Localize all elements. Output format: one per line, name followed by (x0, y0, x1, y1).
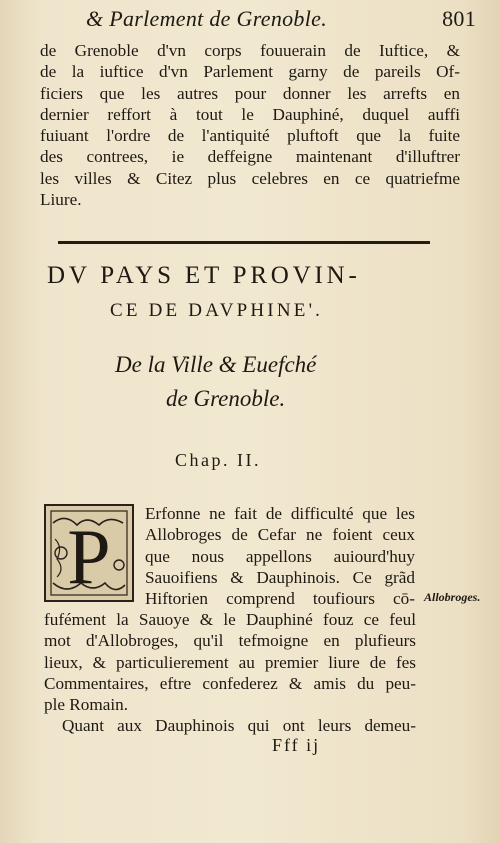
text-line: fufément la Sauoye & le Dauphiné fouz ce feul (44, 610, 416, 629)
section-divider-rule (58, 241, 430, 244)
text-line: Erfonne ne fait de difficulté que les (145, 504, 415, 523)
section-title-line2: CE DE DAVPHINE'. (110, 300, 324, 321)
subtitle-line1: De la Ville & Euefché (115, 352, 317, 377)
body-paragraph-indented (145, 503, 415, 609)
chapter-heading: Chap. II. (175, 450, 261, 470)
text-line: Liure. (40, 190, 82, 210)
text-line: Hiftorien comprend toufiours cō- (145, 589, 415, 609)
text-line: fuiuant l'ordre de l'antiquité pluftoft que la fuite (40, 126, 460, 146)
signature-mark: Fff ij (272, 735, 321, 755)
svg-text:P: P (67, 513, 111, 600)
body-paragraph (44, 609, 416, 737)
margin-note: Allobroges. (424, 590, 481, 604)
text-line: que nous appellons auiourd'huy (145, 546, 415, 566)
page-number: 801 (442, 6, 476, 31)
text-line: dernier reffort à tout le Dauphiné, duquel auffi (40, 104, 460, 124)
top-paragraph (40, 40, 460, 210)
text-line: ficiers que les autres pour donner les arrefts en (40, 83, 460, 103)
text-line: lieux, & particulierement au premier liure de fes (44, 652, 416, 672)
text-line: de la iuftice d'vn Parlement garny de pareils Of- (40, 62, 460, 82)
text-line: Sauoifiens & Dauphinois. Ce grãd (145, 567, 415, 587)
text-line: ple Romain. (44, 695, 129, 715)
subtitle-line2: de Grenoble. (166, 386, 286, 411)
text-line: de Grenoble d'vn corps fouuerain de Iuftice, & (40, 41, 460, 60)
running-head (86, 6, 476, 36)
section-title-line1: DV PAYS ET PROVIN- (47, 262, 361, 289)
decorated-initial-p-icon (43, 503, 135, 603)
running-head-title: & Parlement de Grenoble. (86, 6, 327, 31)
text-line: Quant aux Dauphinois qui ont leurs demeu- (62, 716, 416, 736)
text-line: les villes & Citez plus celebres en ce quatriefme (40, 168, 460, 188)
text-line: Allobroges de Cefar ne foient ceux (145, 525, 415, 545)
text-line: mot d'Allobroges, qu'il tefmoigne en plufieurs (44, 631, 416, 651)
text-line: Commentaires, eftre confederez & amis du peu- (44, 673, 416, 693)
text-line: des contrees, ie deffeigne maintenant d'illuftrer (40, 147, 460, 167)
